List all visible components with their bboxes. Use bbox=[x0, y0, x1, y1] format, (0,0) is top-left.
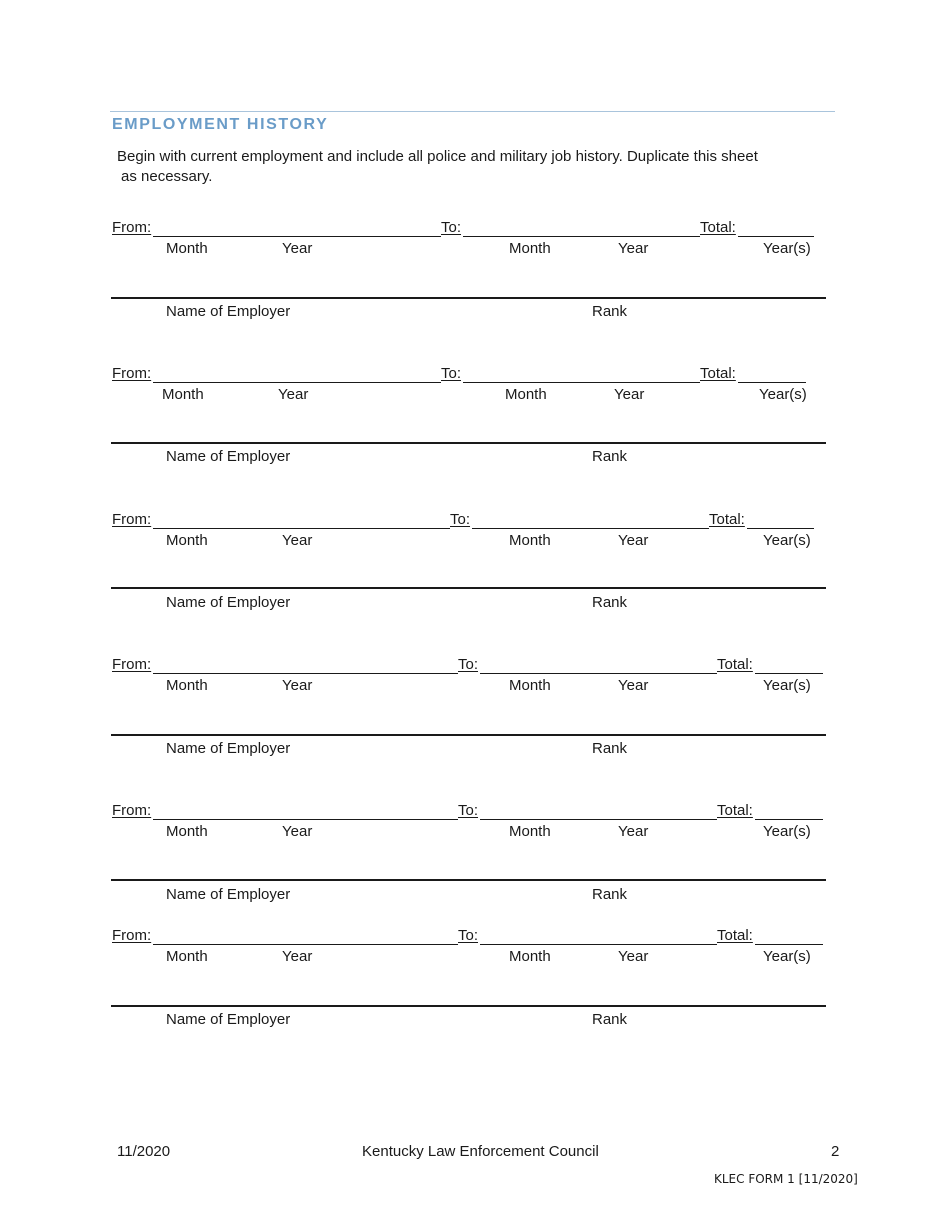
from-year-caption: Year bbox=[278, 386, 309, 403]
to-date-field[interactable] bbox=[480, 819, 717, 820]
total-unit-caption: Year(s) bbox=[763, 677, 811, 694]
employer-caption: Name of Employer bbox=[166, 1011, 291, 1028]
to-year-caption: Year bbox=[618, 532, 649, 549]
to-month-caption: Month bbox=[509, 240, 551, 257]
from-label: From: bbox=[112, 511, 152, 528]
rank-caption: Rank bbox=[592, 740, 628, 757]
footer-organization: Kentucky Law Enforcement Council bbox=[362, 1143, 599, 1160]
total-label: Total: bbox=[700, 365, 736, 382]
total-label: Total: bbox=[700, 219, 736, 236]
total-years-field[interactable] bbox=[738, 382, 806, 383]
employer-rank-field[interactable] bbox=[111, 297, 826, 299]
from-label: From: bbox=[112, 365, 152, 382]
from-date-field[interactable] bbox=[153, 528, 450, 529]
to-label: To: bbox=[441, 219, 462, 236]
employment-entry bbox=[0, 365, 950, 495]
from-year-caption: Year bbox=[282, 532, 313, 549]
total-label: Total: bbox=[709, 511, 745, 528]
from-date-field[interactable] bbox=[153, 819, 458, 820]
rank-caption: Rank bbox=[592, 1011, 628, 1028]
rank-caption: Rank bbox=[592, 594, 628, 611]
to-month-caption: Month bbox=[505, 386, 547, 403]
employer-rank-field[interactable] bbox=[111, 879, 826, 881]
to-date-field[interactable] bbox=[463, 382, 700, 383]
section-heading: EMPLOYMENT HISTORY bbox=[112, 116, 329, 133]
to-date-field[interactable] bbox=[472, 528, 709, 529]
to-label: To: bbox=[458, 802, 479, 819]
rank-caption: Rank bbox=[592, 886, 628, 903]
from-month-caption: Month bbox=[166, 677, 208, 694]
to-year-caption: Year bbox=[614, 386, 645, 403]
from-label: From: bbox=[112, 656, 152, 673]
to-date-field[interactable] bbox=[480, 673, 717, 674]
total-label: Total: bbox=[717, 927, 753, 944]
employer-caption: Name of Employer bbox=[166, 594, 291, 611]
total-years-field[interactable] bbox=[755, 944, 823, 945]
instructions-line-1: Begin with current employment and include all police and military job history. Duplicate this sheet bbox=[117, 148, 758, 165]
instructions-line-2: as necessary. bbox=[121, 168, 213, 185]
to-year-caption: Year bbox=[618, 948, 649, 965]
employer-caption: Name of Employer bbox=[166, 740, 291, 757]
from-month-caption: Month bbox=[166, 532, 208, 549]
to-label: To: bbox=[441, 365, 462, 382]
to-date-field[interactable] bbox=[463, 236, 700, 237]
employer-rank-field[interactable] bbox=[111, 734, 826, 736]
to-label: To: bbox=[450, 511, 471, 528]
employment-entry bbox=[0, 927, 950, 1057]
total-years-field[interactable] bbox=[747, 528, 814, 529]
employment-entry bbox=[0, 802, 950, 932]
employment-entry bbox=[0, 656, 950, 786]
to-month-caption: Month bbox=[509, 532, 551, 549]
total-years-field[interactable] bbox=[738, 236, 814, 237]
employer-rank-field[interactable] bbox=[111, 1005, 826, 1007]
total-years-field[interactable] bbox=[755, 673, 823, 674]
employer-caption: Name of Employer bbox=[166, 303, 291, 320]
to-label: To: bbox=[458, 656, 479, 673]
to-year-caption: Year bbox=[618, 240, 649, 257]
from-year-caption: Year bbox=[282, 948, 313, 965]
total-unit-caption: Year(s) bbox=[759, 386, 807, 403]
employer-rank-field[interactable] bbox=[111, 587, 826, 589]
to-month-caption: Month bbox=[509, 948, 551, 965]
from-date-field[interactable] bbox=[153, 382, 441, 383]
from-label: From: bbox=[112, 927, 152, 944]
from-date-field[interactable] bbox=[153, 236, 441, 237]
to-month-caption: Month bbox=[509, 677, 551, 694]
total-label: Total: bbox=[717, 656, 753, 673]
rank-caption: Rank bbox=[592, 448, 628, 465]
from-month-caption: Month bbox=[162, 386, 204, 403]
from-month-caption: Month bbox=[166, 823, 208, 840]
from-year-caption: Year bbox=[282, 823, 313, 840]
to-label: To: bbox=[458, 927, 479, 944]
page-number: 2 bbox=[831, 1143, 840, 1160]
total-unit-caption: Year(s) bbox=[763, 532, 811, 549]
from-label: From: bbox=[112, 219, 152, 236]
from-year-caption: Year bbox=[282, 677, 313, 694]
to-month-caption: Month bbox=[509, 823, 551, 840]
total-years-field[interactable] bbox=[755, 819, 823, 820]
employment-entry bbox=[0, 511, 950, 641]
from-label: From: bbox=[112, 802, 152, 819]
from-date-field[interactable] bbox=[153, 944, 458, 945]
employer-caption: Name of Employer bbox=[166, 448, 291, 465]
to-year-caption: Year bbox=[618, 677, 649, 694]
total-unit-caption: Year(s) bbox=[763, 823, 811, 840]
total-label: Total: bbox=[717, 802, 753, 819]
instructions-text bbox=[117, 147, 817, 187]
from-year-caption: Year bbox=[282, 240, 313, 257]
form-code: KLEC FORM 1 [11/2020] bbox=[714, 1172, 858, 1186]
footer-date: 11/2020 bbox=[117, 1143, 171, 1160]
employment-entry bbox=[0, 219, 950, 349]
rank-caption: Rank bbox=[592, 303, 628, 320]
employer-caption: Name of Employer bbox=[166, 886, 291, 903]
from-month-caption: Month bbox=[166, 240, 208, 257]
total-unit-caption: Year(s) bbox=[763, 240, 811, 257]
employer-rank-field[interactable] bbox=[111, 442, 826, 444]
from-month-caption: Month bbox=[166, 948, 208, 965]
total-unit-caption: Year(s) bbox=[763, 948, 811, 965]
to-date-field[interactable] bbox=[480, 944, 717, 945]
from-date-field[interactable] bbox=[153, 673, 458, 674]
to-year-caption: Year bbox=[618, 823, 649, 840]
section-divider bbox=[110, 111, 835, 112]
